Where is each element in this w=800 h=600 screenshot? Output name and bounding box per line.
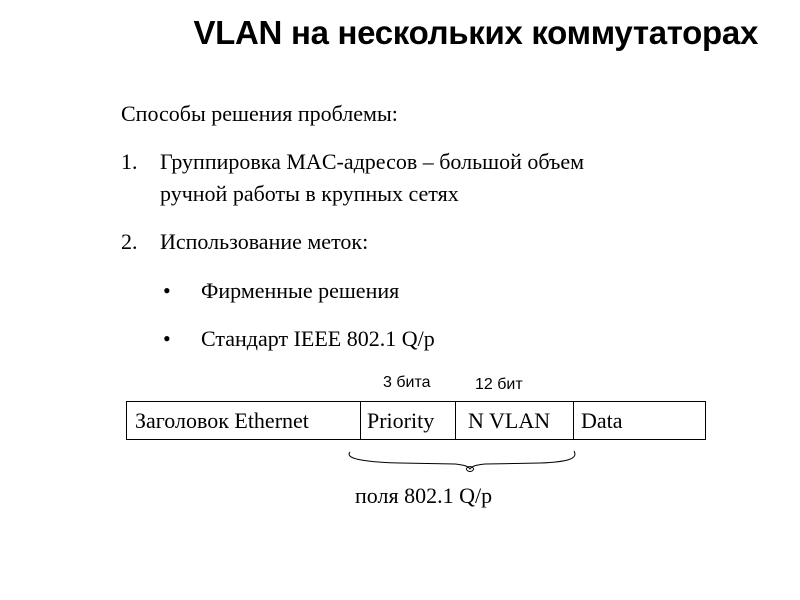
field-n-vlan: N VLAN: [456, 402, 574, 439]
list-item-2: Использование меток:: [160, 229, 369, 254]
slide-title: VLAN на нескольких коммутаторах: [193, 14, 758, 51]
bullet-mark-2: •: [163, 326, 171, 351]
list-item-1-line-1: Группировка MAC-адресов – большой объем: [160, 149, 585, 174]
vlan-bits-label: 12 бит: [475, 376, 523, 393]
curly-brace-shape: [340, 448, 585, 478]
bullet-item-2: Стандарт IEEE 802.1 Q/p: [201, 326, 435, 351]
bullet-mark-1: •: [163, 278, 171, 303]
list-number-2: 2.: [121, 229, 138, 254]
field-ethernet-header: Заголовок Ethernet: [127, 402, 361, 439]
list-number-1: 1.: [121, 149, 138, 174]
field-priority: Priority: [361, 402, 456, 439]
frame-diagram: [126, 401, 706, 440]
brace-caption: поля 802.1 Q/p: [355, 483, 493, 508]
priority-bits-label: 3 бита: [383, 374, 431, 391]
field-data: Data: [581, 408, 623, 433]
list-item-1-line-2: ручной работы в крупных сетях: [160, 181, 459, 206]
intro-text: Способы решения проблемы:: [121, 101, 398, 126]
bullet-item-1: Фирменные решения: [201, 278, 400, 303]
